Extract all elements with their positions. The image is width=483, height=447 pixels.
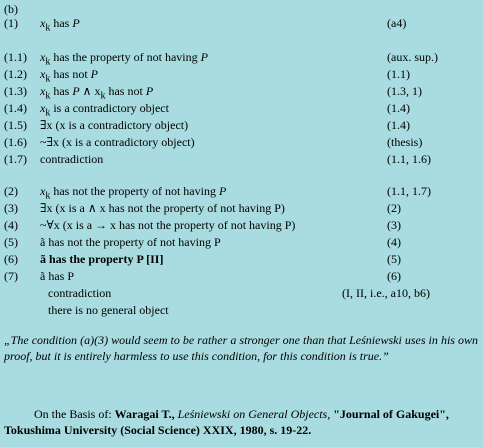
proof-line: (1.3) $x_k$ has P ∧ $x_k$ has not P (1.3, 1) xyxy=(4,84,422,102)
proof-line: (1.1) $x_k$ has the property of not having P (aux. sup.) xyxy=(4,50,438,68)
proof-line: (2) $x_k$ has not the property of not having P (1.1, 1.7) xyxy=(4,184,431,202)
quotation: „The condition (a)(3) would seem to be rather a stronger one than that Leśniewski uses in his own proof, but it is entirely harmless to use this condition, for this condition is true.” xyxy=(4,333,478,363)
conclusion-line: contradiction (I, II, i.e., a10, b6) xyxy=(48,286,430,300)
proof-line: (1.4) $x_k$ is a contradictory object (1.4) xyxy=(4,101,410,119)
proof-line: (4) ~∀x (x is a → x has not the property of not having P) (3) xyxy=(4,218,401,232)
proof-line: (1.5) ∃x (x is a contradictory object) (1.4) xyxy=(4,118,410,132)
proof-line: (1.7) contradiction (1.1, 1.6) xyxy=(4,152,431,166)
conclusion-line: there is no general object xyxy=(48,303,169,317)
source-citation: On the Basis of: Waragai T., Leśniewski on General Objects, "Journal of Gakugei", Tokushima University (Social Science) XXIX, 1980, s. 19-22. xyxy=(4,407,449,437)
proof-line: (1.2) $x_k$ has not P (1.1) xyxy=(4,67,410,85)
proof-line: (6) ã has the property P [II] (5) xyxy=(4,252,401,266)
proof-line: (3) ∃x (x is a ∧ x has not the property of not having P) (2) xyxy=(4,201,401,215)
proof-line: (1) $x_k$ has P (a4) xyxy=(4,16,407,34)
part-label: (b) xyxy=(4,2,18,16)
proof-line: (7) ã has P (6) xyxy=(4,269,401,283)
proof-line: (5) ã has not the property of not having P (4) xyxy=(4,235,401,249)
proof-line: (1.6) ~∃x (x is a contradictory object) (thesis) xyxy=(4,135,423,149)
